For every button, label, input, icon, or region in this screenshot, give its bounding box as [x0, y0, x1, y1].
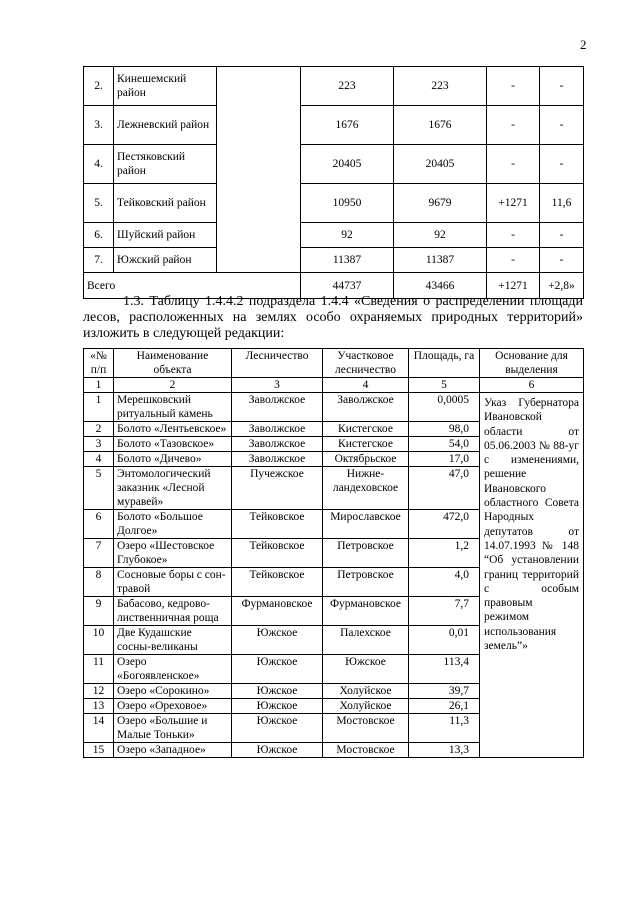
forestry: Фурмановское — [232, 597, 323, 626]
area: 472,0 — [409, 510, 480, 539]
district-forestry: Нижне-ландеховское — [323, 467, 409, 510]
district-forestry: Мостовское — [323, 743, 409, 758]
value-cell: 11387 — [394, 248, 487, 273]
table-row — [84, 67, 584, 106]
row-number: 7 — [84, 539, 114, 568]
column-header: Лесничество — [232, 349, 323, 378]
value-cell: 10950 — [301, 184, 394, 223]
forestry: Южское — [232, 699, 323, 714]
value-cell: - — [487, 145, 540, 184]
forestry: Заволжское — [232, 437, 323, 452]
row-number: 13 — [84, 699, 114, 714]
row-number: 7. — [84, 248, 114, 273]
table-row — [84, 184, 584, 223]
column-header: «№ п/п — [84, 349, 114, 378]
row-number: 10 — [84, 626, 114, 655]
value-cell: - — [487, 223, 540, 248]
object-name: Сосновые боры с сон-травой — [114, 568, 232, 597]
row-number: 2. — [84, 67, 114, 106]
value-cell: - — [540, 223, 584, 248]
column-number: 2 — [114, 378, 232, 393]
protected-areas-table — [83, 348, 584, 758]
value-cell: 1676 — [301, 106, 394, 145]
row-number: 2 — [84, 422, 114, 437]
district-forestry: Петровское — [323, 568, 409, 597]
value-cell: +1271 — [487, 184, 540, 223]
value-cell: 1676 — [394, 106, 487, 145]
object-name: Озеро «Западное» — [114, 743, 232, 758]
area: 98,0 — [409, 422, 480, 437]
row-number: 9 — [84, 597, 114, 626]
forestry: Заволжское — [232, 452, 323, 467]
forestry: Южское — [232, 626, 323, 655]
area: 17,0 — [409, 452, 480, 467]
row-number: 6. — [84, 223, 114, 248]
forestry: Тейковское — [232, 539, 323, 568]
object-name: Озеро «Богоявленское» — [114, 655, 232, 684]
forestry: Тейковское — [232, 568, 323, 597]
object-name: Озеро «Сорокино» — [114, 684, 232, 699]
column-header: Участковое лесничество — [323, 349, 409, 378]
total-value: 44737 — [301, 273, 394, 299]
object-name: Мерешковский ритуальный камень — [114, 393, 232, 422]
district-forestry: Октябрьское — [323, 452, 409, 467]
total-value: 43466 — [394, 273, 487, 299]
object-name: Озеро «Большие и Малые Тоньки» — [114, 714, 232, 743]
district-forestry: Заволжское — [323, 393, 409, 422]
area: 1,2 — [409, 539, 480, 568]
district-forestry: Холуйское — [323, 699, 409, 714]
district-name: Лежневский район — [114, 106, 217, 145]
column-number: 3 — [232, 378, 323, 393]
row-number: 5 — [84, 467, 114, 510]
table-row — [84, 145, 584, 184]
area: 39,7 — [409, 684, 480, 699]
table-row — [84, 223, 584, 248]
district-forestry: Кистегское — [323, 422, 409, 437]
total-value: +1271 — [487, 273, 540, 299]
object-name: Болото «Большое Долгое» — [114, 510, 232, 539]
column-header: Наименование объекта — [114, 349, 232, 378]
value-cell: - — [540, 106, 584, 145]
area: 113,4 — [409, 655, 480, 684]
value-cell: - — [487, 248, 540, 273]
row-number: 12 — [84, 684, 114, 699]
area: 26,1 — [409, 699, 480, 714]
object-name: Озеро «Ореховое» — [114, 699, 232, 714]
forest-area-table — [83, 66, 584, 299]
forestry: Южское — [232, 743, 323, 758]
column-number: 5 — [409, 378, 480, 393]
value-cell: - — [540, 248, 584, 273]
value-cell: 20405 — [301, 145, 394, 184]
value-cell: 20405 — [394, 145, 487, 184]
area: 11,3 — [409, 714, 480, 743]
value-cell: 223 — [301, 67, 394, 106]
value-cell: - — [540, 145, 584, 184]
district-forestry: Холуйское — [323, 684, 409, 699]
paragraph-1-3: 1.3. Таблицу 1.4.4.2 подраздела 1.4.4 «Сведения о распределении площади лесов, расположенных на землях особо охраняемых природных территорий» изложить в следующей редакции: — [83, 294, 583, 341]
value-cell: - — [540, 67, 584, 106]
column-number: 1 — [84, 378, 114, 393]
forestry: Заволжское — [232, 393, 323, 422]
forestry: Южское — [232, 655, 323, 684]
district-forestry: Палехское — [323, 626, 409, 655]
row-number: 4 — [84, 452, 114, 467]
object-name: Бабасово, кедрово-лиственничная роща — [114, 597, 232, 626]
value-cell: 92 — [394, 223, 487, 248]
total-label: Всего — [84, 273, 301, 299]
row-number: 3 — [84, 437, 114, 452]
district-forestry: Кистегское — [323, 437, 409, 452]
object-name: Болото «Дичево» — [114, 452, 232, 467]
page-number: 2 — [580, 37, 587, 52]
empty-cell — [217, 67, 301, 273]
basis-for-allocation: Указ Губернатора Ивановской области от 05.06.2003 № 88-уг с изменениями, решение Ивановского областного Совета Народных депутатов от 14.07.1993 № 148 “Об установлении границ территорий с особым правовым режимом использования земель”» — [480, 393, 584, 758]
area: 0,0005 — [409, 393, 480, 422]
object-name: Энтомологический заказник «Лесной муравей» — [114, 467, 232, 510]
forestry: Южское — [232, 714, 323, 743]
district-name: Южский район — [114, 248, 217, 273]
column-number-row — [84, 378, 584, 393]
column-header: Площадь, га — [409, 349, 480, 378]
object-name: Болото «Лентьевское» — [114, 422, 232, 437]
object-name: Озеро «Шестовское Глубокое» — [114, 539, 232, 568]
forestry: Пучежское — [232, 467, 323, 510]
district-name: Тейковский район — [114, 184, 217, 223]
row-number: 4. — [84, 145, 114, 184]
area: 7,7 — [409, 597, 480, 626]
row-number: 14 — [84, 714, 114, 743]
district-name: Шуйский район — [114, 223, 217, 248]
district-name: Кинешемский район — [114, 67, 217, 106]
district-forestry: Южское — [323, 655, 409, 684]
header-row — [84, 349, 584, 378]
district-forestry: Фурмановское — [323, 597, 409, 626]
value-cell: - — [487, 106, 540, 145]
district-forestry: Мирославское — [323, 510, 409, 539]
district-forestry: Петровское — [323, 539, 409, 568]
forestry: Южское — [232, 684, 323, 699]
value-cell: 9679 — [394, 184, 487, 223]
district-forestry: Мостовское — [323, 714, 409, 743]
area: 47,0 — [409, 467, 480, 510]
row-number: 15 — [84, 743, 114, 758]
value-cell: 11387 — [301, 248, 394, 273]
area: 4,0 — [409, 568, 480, 597]
value-cell: - — [487, 67, 540, 106]
row-number: 5. — [84, 184, 114, 223]
row-number: 6 — [84, 510, 114, 539]
value-cell: 11,6 — [540, 184, 584, 223]
column-number: 6 — [480, 378, 584, 393]
column-number: 4 — [323, 378, 409, 393]
object-name: Две Кудашские сосны-великаны — [114, 626, 232, 655]
row-number: 3. — [84, 106, 114, 145]
forestry: Заволжское — [232, 422, 323, 437]
total-value: +2,8» — [540, 273, 584, 299]
district-name: Пестяковский район — [114, 145, 217, 184]
row-number: 1 — [84, 393, 114, 422]
area: 54,0 — [409, 437, 480, 452]
table-row — [84, 248, 584, 273]
area: 0,01 — [409, 626, 480, 655]
row-number: 11 — [84, 655, 114, 684]
forestry: Тейковское — [232, 510, 323, 539]
value-cell: 223 — [394, 67, 487, 106]
table-row — [84, 106, 584, 145]
row-number: 8 — [84, 568, 114, 597]
column-header: Основание для выделения — [480, 349, 584, 378]
area: 13,3 — [409, 743, 480, 758]
value-cell: 92 — [301, 223, 394, 248]
table-row — [84, 393, 584, 422]
object-name: Болото «Тазовское» — [114, 437, 232, 452]
